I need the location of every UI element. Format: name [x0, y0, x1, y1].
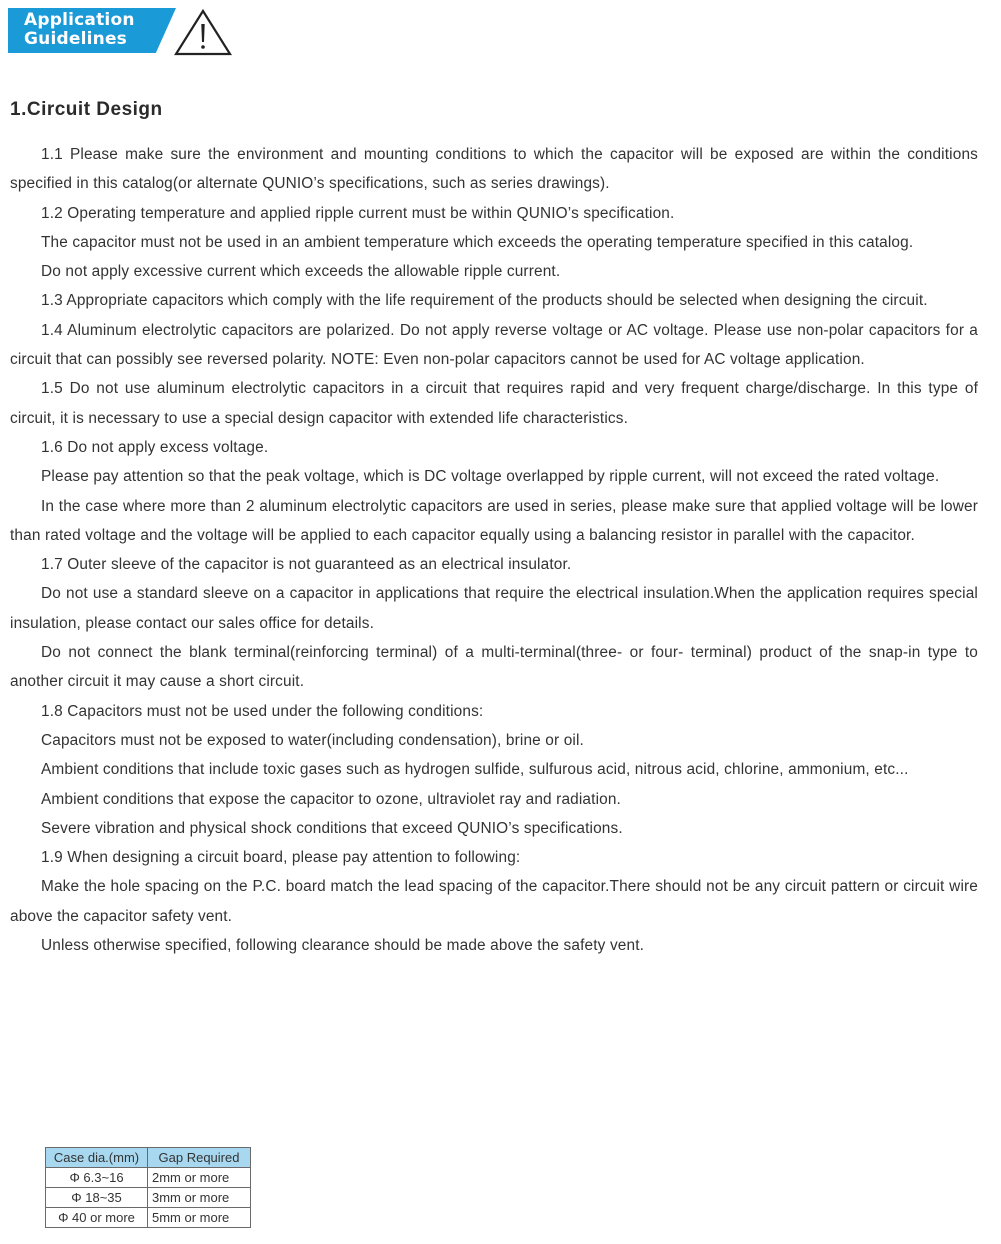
- paragraph: Do not connect the blank terminal(reinforcing terminal) of a multi-terminal(three- or four- terminal) product of the snap-in type to another circuit it may cause a short circuit.: [10, 644, 978, 691]
- cell-gap-required: 3mm or more: [148, 1188, 251, 1208]
- cell-gap-required: 5mm or more: [148, 1208, 251, 1228]
- paragraph: 1.9 When designing a circuit board, please pay attention to following:: [41, 849, 521, 867]
- paragraph: 1.3 Appropriate capacitors which comply with the life requirement of the products should be selected when designing the circuit.: [41, 292, 928, 310]
- paragraph: Ambient conditions that include toxic gases such as hydrogen sulfide, sulfurous acid, nitrous acid, chlorine, ammonium, etc...: [41, 761, 909, 779]
- banner-title: [24, 11, 135, 49]
- cell-case-dia: Φ 40 or more: [46, 1208, 148, 1228]
- paragraph: 1.7 Outer sleeve of the capacitor is not guaranteed as an electrical insulator.: [41, 556, 572, 574]
- column-header-case-dia: Case dia.(mm): [46, 1148, 148, 1168]
- paragraph: 1.6 Do not apply excess voltage.: [41, 438, 269, 456]
- cell-gap-required: 2mm or more: [148, 1168, 251, 1188]
- paragraph: 1.2 Operating temperature and applied ripple current must be within QUNIO’s specification.: [41, 204, 675, 222]
- table-row: [46, 1168, 251, 1188]
- paragraph: 1.4 Aluminum electrolytic capacitors are polarized. Do not apply reverse voltage or AC voltage. Please use non-polar capacitors for a circuit that can possibly see reversed polarity. NOTE: Even non-polar capacitors cannot be used for AC voltage application.: [10, 321, 978, 369]
- clearance-table: [45, 1147, 251, 1228]
- paragraph: In the case where more than 2 aluminum electrolytic capacitors are used in series, please make sure that applied voltage will be lower than rated voltage and the voltage will be applied to each capacitor equally using a balancing resistor in parallel with the capacitor.: [10, 497, 978, 544]
- cell-case-dia: Φ 18~35: [46, 1188, 148, 1208]
- banner-line-1: Application: [24, 10, 135, 30]
- paragraph: 1.1 Please make sure the environment and mounting conditions to which the capacitor will be exposed are within the conditions specified in this catalog(or alternate QUNIO’s specifications, such as series drawings).: [10, 146, 978, 193]
- warning-triangle-icon: [173, 8, 233, 56]
- paragraph: The capacitor must not be used in an ambient temperature which exceeds the operating temperature specified in this catalog.: [41, 233, 914, 251]
- paragraph: 1.8 Capacitors must not be used under the following conditions:: [41, 702, 484, 720]
- page-header: [8, 8, 248, 54]
- paragraph: Unless otherwise specified, following clearance should be made above the safety vent.: [41, 937, 645, 955]
- banner-line-2: Guidelines: [24, 29, 127, 49]
- paragraph: Ambient conditions that expose the capacitor to ozone, ultraviolet ray and radiation.: [41, 790, 621, 808]
- paragraph: Do not use a standard sleeve on a capacitor in applications that require the electrical insulation.When the application requires special insulation, please contact our sales office for details.: [10, 585, 978, 632]
- table-row: [46, 1208, 251, 1228]
- column-header-gap-required: Gap Required: [148, 1148, 251, 1168]
- paragraph: Do not apply excessive current which exceeds the allowable ripple current.: [41, 263, 561, 281]
- paragraph: Severe vibration and physical shock conditions that exceed QUNIO’s specifications.: [41, 819, 623, 837]
- cell-case-dia: Φ 6.3~16: [46, 1168, 148, 1188]
- section-body: [10, 140, 978, 960]
- section-title: 1.Circuit Design: [10, 99, 163, 120]
- table-row: [46, 1188, 251, 1208]
- paragraph: 1.5 Do not use aluminum electrolytic capacitors in a circuit that requires rapid and very frequent charge/discharge. In this type of circuit, it is necessary to use a special design capacitor with extended life characteristics.: [10, 380, 978, 427]
- paragraph: Capacitors must not be exposed to water(including condensation), brine or oil.: [41, 731, 584, 749]
- table-header-row: [46, 1148, 251, 1168]
- paragraph: Please pay attention so that the peak voltage, which is DC voltage overlapped by ripple current, will not exceed the rated voltage.: [41, 468, 940, 486]
- paragraph: Make the hole spacing on the P.C. board match the lead spacing of the capacitor.There should not be any circuit pattern or circuit wire above the capacitor safety vent.: [10, 878, 978, 925]
